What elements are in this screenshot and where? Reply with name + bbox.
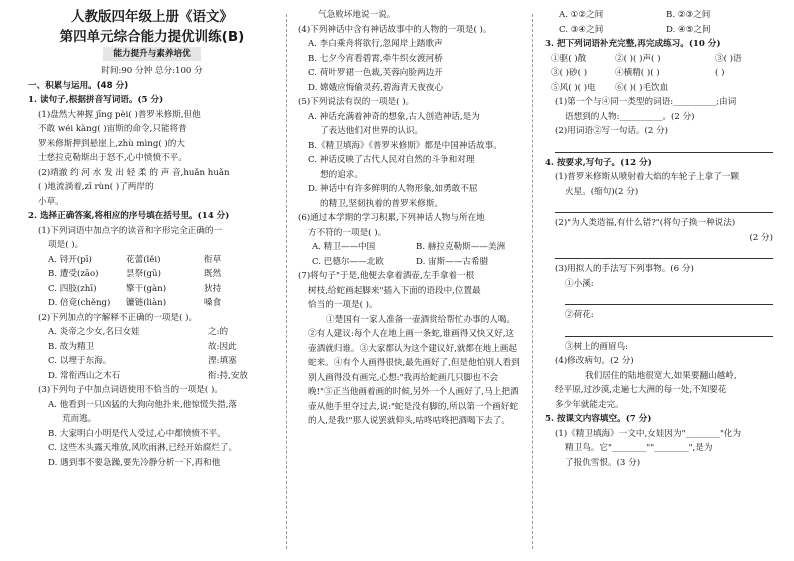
q5-option: 了表达他们对世界的认识。 <box>320 126 424 136</box>
q2-2: (2)下列加点的字解释不正确的一项是( )。 <box>38 312 198 323</box>
q5-1-cont: 精卫鸟。它"________""________",是为 <box>565 443 713 453</box>
option-d-gloss: 衔:持,安放 <box>208 370 249 381</box>
q3-1: (1)第一个与④同一类型的词语:__________;由词 <box>555 97 737 107</box>
answer-line[interactable] <box>565 323 773 337</box>
option-c-word: 狄持 <box>204 283 222 294</box>
question-3: 3. 把下列词语补充完整,再完成练习。(10 分) <box>545 39 721 49</box>
option-b: B. 赫拉克勒斯——美洲 <box>416 242 506 252</box>
q2-1-option-row <box>28 253 276 268</box>
q2-1: (1)下列词语中加点字的读音和字形完全正确的一 <box>38 225 223 236</box>
q4-option: C. 荷叶罗裙一色裁,芙蓉向脸两边开 <box>308 68 443 78</box>
option-a: A. 炎帝之少女,名曰女娃 <box>48 327 140 337</box>
answer-line[interactable] <box>555 199 773 213</box>
q1-1-line: 士慈拉克勒斯出于怒不,心中愤愤不平。 <box>38 153 187 163</box>
q2-3-cont: 气急败坏地说一说。 <box>318 10 396 20</box>
question-4: 4. 按要求,写句子。(12 分) <box>545 157 652 168</box>
column-divider <box>532 14 533 549</box>
q2-3: (3)下列句子中加点词语使用不恰当的一项是( )。 <box>38 385 223 395</box>
answer-line[interactable] <box>565 291 773 305</box>
q4-3-a: ①小溪: <box>565 278 594 289</box>
q7-passage: ①楚国有一家人准备一壶酒赏给帮忙办事的人喝。②有人建议:每个人在地上画一条蛇,谁画得又快又好,这壶酒就归谁。③大家都认为这个建议好,就都在地上画起蛇来。④有个人画得很快,最先画好了,但是他怕别人看到别人画得没有画完,心想:"我再给蛇画几只脚也不会晚!"⑤正当他画着画的时候,另外一个人画好了,马上把酒壶从他手里夺过去,说:"蛇是没有脚的,所以第一个画好蛇的人,是我!"那人说罢就仰头,咕咚咕咚把酒喝下去了。 <box>308 314 520 426</box>
fill-word: ③( )语 <box>715 53 742 64</box>
q7-option-row <box>545 23 773 38</box>
q2-2-option-row <box>28 369 276 384</box>
q4-option: B. 七夕今宵看碧霄,牵牛织女渡河桥 <box>308 53 443 64</box>
option-b-word: 昙祭(gū) <box>126 269 161 279</box>
q7-stem: (7)将句子"于是,他便去拿着酒壶,左手拿着一根 <box>298 271 475 281</box>
q5-option: C. 神话反映了古代人民对自然的斗争和对理 <box>308 155 475 165</box>
time-score-info: 时间:90 分钟 总分:100 分 <box>101 66 203 76</box>
q2-3-option-line: B. 大家明白小明是代人受过,心中都愤愤不平。 <box>48 428 226 439</box>
option-c: C. ③④之间 <box>559 24 604 35</box>
q2-3-option-line: D. 遇到事不要急躁,要先冷静分析一下,再和他 <box>48 457 221 468</box>
fill-word: ⑤风( )( )电 <box>551 82 596 93</box>
option-c-word: 擎干(gàn) <box>126 283 167 294</box>
fill-word: ②( )( )声( ) <box>615 53 661 64</box>
column-divider <box>286 14 287 549</box>
q6-option-row <box>298 255 520 270</box>
question-1: 1. 读句子,根据拼音写词语。(5 分) <box>28 95 164 105</box>
fill-word: ⑥( )( )毛饮血 <box>615 82 669 93</box>
option-c: C. 四肢(zhī) <box>48 283 97 294</box>
option-a: A. 精卫——中国 <box>312 242 376 252</box>
q4-2: (2)"为人类造福,有什么错?"(将句子换一种说法) <box>555 218 736 228</box>
option-d: D. 宙斯——古希腊 <box>416 256 489 267</box>
q3-1-cont: 语想到的人物:__________。(2 分) <box>565 111 695 122</box>
option-c: C. 巴德尔——北欧 <box>312 256 384 267</box>
q1-1-line: 不敢 wéi kàng( )宙斯的命令,只能将普 <box>38 124 187 134</box>
q5-1-cont: 了报仇雪恨。(3 分) <box>565 457 641 468</box>
option-a: A. 锊开(pī) <box>48 254 92 265</box>
column-right <box>545 8 773 470</box>
q7-stem: 树枝,给蛇画起脚来"插入下面的语段中,位置最 <box>308 285 481 296</box>
page-subtitle: 第四单元综合能力提优训练(B) <box>59 29 245 45</box>
q5-option: B.《精卫填海》《普罗米修斯》都是中国神话故事。 <box>308 140 502 151</box>
q4-stem: (4)下列神话中含有神话故事中的人物的一项是( )。 <box>298 24 492 35</box>
q6-stem: (6)通过本学期的学习积累,下列神话人物与所在地 <box>298 213 485 223</box>
option-a-word: 衔草 <box>204 254 222 265</box>
q2-2-option-row <box>28 325 276 340</box>
option-c: C. 以埋于东海。 <box>48 356 112 366</box>
q2-1-option-row <box>28 267 276 282</box>
q2-3-option-line: A. 他看到一只凶猛的大狗向他扑来,他惊慌失措,落 <box>48 399 238 410</box>
q5-option: A. 神话充满着神奇的想象,古人创造神话,是为 <box>308 111 480 122</box>
fill-word: ③( )砂( ) <box>551 68 588 78</box>
q5-stem: (5)下列说法有误的一项是( )。 <box>298 97 415 107</box>
option-d: D. 倍竟(chěng) <box>48 298 111 308</box>
option-a-gloss: 之:的 <box>208 327 229 337</box>
fill-word: ( ) <box>715 68 725 78</box>
q7-option-row <box>545 8 773 23</box>
answer-line[interactable] <box>555 245 773 259</box>
q6-option-row <box>298 240 520 255</box>
q2-1-cont: 项是( )。 <box>48 240 84 250</box>
column-left <box>28 8 276 470</box>
q4-4-sentence: 多少年就能走完。 <box>555 399 624 410</box>
q4-option: A. 李白乘舟将欲行,忽闻岸上踏歌声 <box>308 39 443 49</box>
q4-4-sentence: 我们居住的陆地很宽大,如果要翻山越岭, <box>585 370 737 381</box>
q4-option: D. 嫦娥应悔偷灵药,碧海青天夜夜心 <box>308 82 444 93</box>
q1-1-line: 罗米修斯押到悬崖上,zhù mìng( )的大 <box>38 138 185 149</box>
option-a: A. ①②之间 <box>559 10 604 20</box>
column-middle <box>298 8 520 429</box>
fill-word <box>715 81 775 96</box>
q5-option: 想的追求。 <box>320 169 363 180</box>
q4-3-c: ③树上的画眉鸟: <box>565 341 629 352</box>
option-b: B. 遭受(zāo) <box>48 269 99 279</box>
option-b-word: 既然 <box>204 269 222 279</box>
option-d-word: 镰链(liàn) <box>126 298 167 308</box>
q4-2-points: (2 分) <box>749 232 773 243</box>
option-c-gloss: 湮:填塞 <box>208 356 237 366</box>
q1-2-line: 小草。 <box>38 196 64 207</box>
question-5: 5. 按课文内容填空。(7 分) <box>545 414 652 424</box>
q4-4-sentence: 经平原,过沙漠,走遍七大洲的每一处,不知要花 <box>555 385 727 395</box>
q2-3-option-line: 荒而逃。 <box>62 414 97 424</box>
q4-1: (1)普罗米修斯从喷射着大焰的车轮子上拿了一颗 <box>555 172 740 182</box>
q4-1-cont: 火星。(缩句)(2 分) <box>565 186 639 197</box>
q7-stem: 恰当的一项是( )。 <box>308 300 378 310</box>
q4-3: (3)用拟人的手法写下列事物。(6 分) <box>555 264 694 274</box>
q3-word-row <box>545 81 773 96</box>
q5-1: (1)《精卫填海》一文中,女娃因为"________"化为 <box>555 428 742 439</box>
q1-2-line: (2)靖澈 约 河 水 发 出 轻 柔 的 声 音,huǎn huǎn <box>38 167 230 178</box>
q4-3-b: ②荷花: <box>565 310 594 320</box>
answer-line[interactable] <box>555 139 773 153</box>
q2-3-option-line: C. 这些木头露天堆放,风吹雨淋,已经开始腐烂了。 <box>48 443 238 453</box>
option-b: B. 故为精卫 <box>48 341 95 352</box>
q2-1-option-row <box>28 282 276 297</box>
q5-option: 的精卫,坚韧执着的普罗米修斯。 <box>320 198 444 209</box>
section-heading: 一、积累与运用。(48 分) <box>28 80 129 91</box>
option-d: D. 常衔西山之木石 <box>48 370 121 381</box>
section-badge: 能力提升与素养培优 <box>103 47 200 61</box>
q3-word-row <box>545 66 773 81</box>
q5-option: D. 神话中有许多鲜明的人物形象,如勇敢不屈 <box>308 184 478 194</box>
option-d: D. ④⑤之间 <box>666 24 711 35</box>
fill-word: ④横精( )( ) <box>615 68 660 78</box>
option-b-gloss: 故:因此 <box>208 341 237 352</box>
fill-word: ①驱( )散 <box>551 53 587 64</box>
q1-2-line: ( )地流淌着,zī rùn( )了两岸的 <box>38 182 154 192</box>
q6-stem-cont: 方不符的一项是( )。 <box>308 227 387 238</box>
option-b: B. ②③之间 <box>666 10 711 20</box>
page-title: 人教版四年级上册《语文》 <box>71 9 233 25</box>
q3-word-row <box>545 52 773 67</box>
q2-1-option-row <box>28 296 276 311</box>
q2-2-option-row <box>28 354 276 369</box>
q4-4: (4)修改病句。(2 分) <box>555 356 634 366</box>
option-d-word: 嗓食 <box>204 298 222 308</box>
q1-1-line: (1)盘然大神握 jīng pèi( )普罗米修斯,但他 <box>38 109 201 120</box>
q2-2-option-row <box>28 340 276 355</box>
q3-2: (2)用词语②写一句话。(2 分) <box>555 126 669 136</box>
option-a-word: 花蕾(lěi) <box>126 254 161 265</box>
question-2: 2. 选择正确答案,将相应的序号填在括号里。(14 分) <box>28 211 230 221</box>
